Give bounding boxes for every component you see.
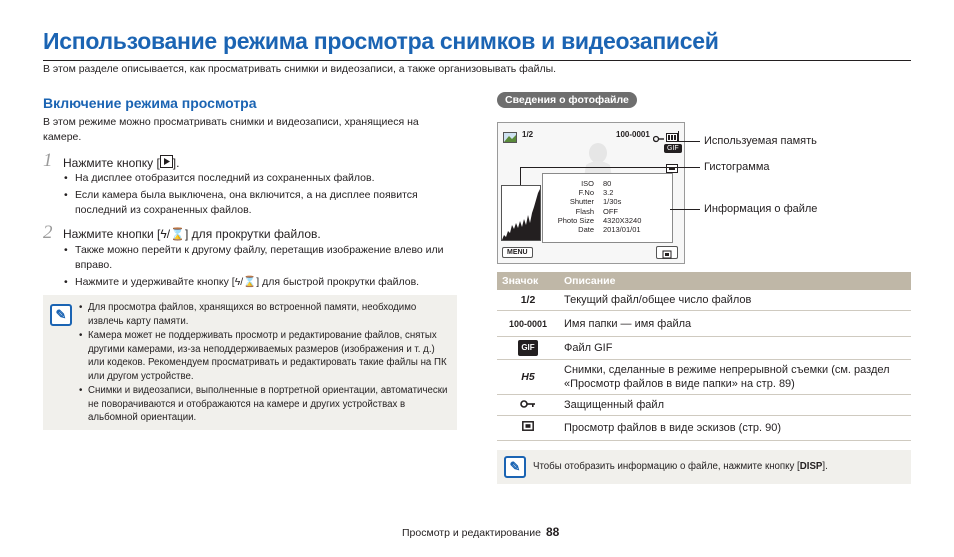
section-pill: Сведения о фотофайле xyxy=(497,92,637,108)
page-number: 88 xyxy=(545,525,560,539)
flash-icon: ϟ xyxy=(160,227,167,241)
callout-file-info: Информация о файле xyxy=(704,203,818,215)
timer-icon: ⌛ xyxy=(170,227,186,241)
footer xyxy=(402,525,559,539)
step-number: 1 xyxy=(43,150,53,171)
flash-icon: ϟ xyxy=(234,276,241,288)
note-post: ]. xyxy=(822,461,828,472)
footer-section: Просмотр и редактирование xyxy=(402,527,541,539)
list-item: • Нажмите и удерживайте кнопку [ϟ/⌛] для быстрой прокрутки файлов. xyxy=(63,275,453,290)
step-1-bullets xyxy=(63,171,453,220)
counter-icon: 1/2 xyxy=(497,290,559,311)
row-description: Текущий файл/общее число файлов xyxy=(559,290,911,311)
gif-icon-label: GIF xyxy=(518,340,537,356)
callout-line xyxy=(520,167,700,168)
image-icon xyxy=(503,130,517,148)
callout-line xyxy=(670,209,700,210)
file-counter: 1/2 xyxy=(522,130,534,139)
note-text xyxy=(533,461,828,472)
timer-icon: ⌛ xyxy=(243,276,257,288)
step-2 xyxy=(43,222,53,244)
row-description: Файл GIF xyxy=(559,337,911,360)
note-box xyxy=(43,295,457,430)
row-description: Защищенный файл xyxy=(559,395,911,416)
file-info-panel xyxy=(542,173,673,243)
step-2-text: Нажмите кнопки [ϟ/⌛] для прокрутки файлов. xyxy=(63,227,321,241)
list-item: • Камера может не поддерживать просмотр и редактирование файлов, снятых другими камерами, из-за неподдерживаемых размеров (изображения и т. д.) или кодеков. Рекомендуем просматривать и редактировать такие файлы на ПК или другом устройстве. xyxy=(78,329,450,383)
info-label: Date xyxy=(578,225,594,235)
info-label: Flash xyxy=(575,206,594,216)
list-item: • Снимки и видеозаписи, выполненные в портретной ориентации, автоматически не поворачиваются и отображаются на камере и других устройствах в альбомной ориентации. xyxy=(78,384,450,425)
gif-icon xyxy=(497,337,559,360)
info-value: 3.2 xyxy=(603,188,614,198)
list-item: • Если камера была выключена, она включится, а на дисплее появится последний из сохраненных файлов. xyxy=(63,188,453,218)
column-header: Описание xyxy=(559,272,911,290)
disp-key: DISP xyxy=(799,461,823,472)
gif-badge: GIF xyxy=(664,144,682,153)
section-heading: Включение режима просмотра xyxy=(43,95,257,111)
table-row xyxy=(497,337,911,360)
step-1-post: ]. xyxy=(172,156,180,170)
table-row xyxy=(497,311,911,337)
step-2-bullets xyxy=(63,243,453,292)
info-label: Shutter xyxy=(569,197,594,207)
info-value: 1/30s xyxy=(603,197,622,207)
note-pre: Чтобы отобразить информацию о файле, нажмите кнопку [ xyxy=(533,461,800,472)
table-row xyxy=(497,360,911,395)
callout-line xyxy=(678,141,700,142)
list-item-post: ] для быстрой прокрутки файлов. xyxy=(256,276,420,288)
info-labels xyxy=(543,179,594,234)
folder-file-icon: 100-0001 xyxy=(497,311,559,337)
list-item: • Для просмотра файлов, хранящихся во встроенной памяти, необходимо извлечь карту памяти. xyxy=(78,301,450,328)
table-row xyxy=(497,395,911,416)
step-1-pre: Нажмите кнопку [ xyxy=(63,156,160,170)
row-description: Имя папки — имя файла xyxy=(559,311,911,337)
icon-table xyxy=(497,272,911,441)
row-description: Просмотр файлов в виде эскизов (стр. 90) xyxy=(559,416,911,441)
step-1 xyxy=(43,150,53,172)
thumbnail-button[interactable] xyxy=(656,246,678,259)
step-1-text xyxy=(63,155,179,170)
step-2-pre: Нажмите кнопки [ xyxy=(63,227,161,241)
camera-screen xyxy=(497,122,685,264)
callout-line xyxy=(678,131,679,142)
step-number: 2 xyxy=(43,222,53,243)
folder-file-name: 100-0001 xyxy=(616,130,650,139)
intro-text: В этом разделе описывается, как просматривать снимки и видеозаписи, а также организовывать файлы. xyxy=(43,63,557,75)
info-value: 4320X3240 xyxy=(603,215,642,225)
burst-icon: H5 xyxy=(497,360,559,395)
section-paragraph: В этом режиме можно просматривать снимки и видеозаписи, хранящиеся на камере. xyxy=(43,116,419,143)
note-bullets xyxy=(78,301,450,426)
step-2-post: ] для прокрутки файлов. xyxy=(185,227,321,241)
table-row xyxy=(497,290,911,311)
info-label: ISO xyxy=(581,179,594,188)
key-icon xyxy=(497,395,559,416)
info-value: 2013/01/01 xyxy=(603,225,641,235)
list-item: • На дисплее отобразится последний из сохраненных файлов. xyxy=(63,171,453,186)
callout-line xyxy=(520,167,521,185)
thumbnail-icon xyxy=(497,416,559,441)
page-title: Использование режима просмотра снимков и видеозаписей xyxy=(43,28,719,54)
thumbnail-icon xyxy=(657,249,677,260)
callout-memory: Используемая память xyxy=(704,135,817,147)
info-label: Photo Size xyxy=(557,215,594,225)
info-value: 80 xyxy=(603,179,612,188)
note-box-right xyxy=(497,450,911,484)
callout-histogram: Гистограмма xyxy=(704,161,770,173)
row-description: Снимки, сделанные в режиме непрерывной съемки (см. раздел «Просмотр файлов в виде папки» на стр. 89) xyxy=(559,360,911,395)
key-icon xyxy=(653,130,664,148)
note-icon: ✎ xyxy=(504,456,526,478)
menu-button[interactable]: MENU xyxy=(502,247,533,258)
column-header: Значок xyxy=(497,272,559,290)
play-icon xyxy=(160,155,173,168)
histogram xyxy=(501,185,541,241)
list-item-pre: Нажмите и удерживайте кнопку [ xyxy=(75,276,235,288)
list-item: • Также можно перейти к другому файлу, перетащив изображение влево или вправо. xyxy=(63,243,453,273)
table-row xyxy=(497,416,911,441)
note-icon: ✎ xyxy=(50,304,72,326)
info-label: F.No xyxy=(578,188,594,198)
info-values xyxy=(603,179,641,234)
info-value: OFF xyxy=(603,206,618,216)
title-rule xyxy=(43,60,911,61)
